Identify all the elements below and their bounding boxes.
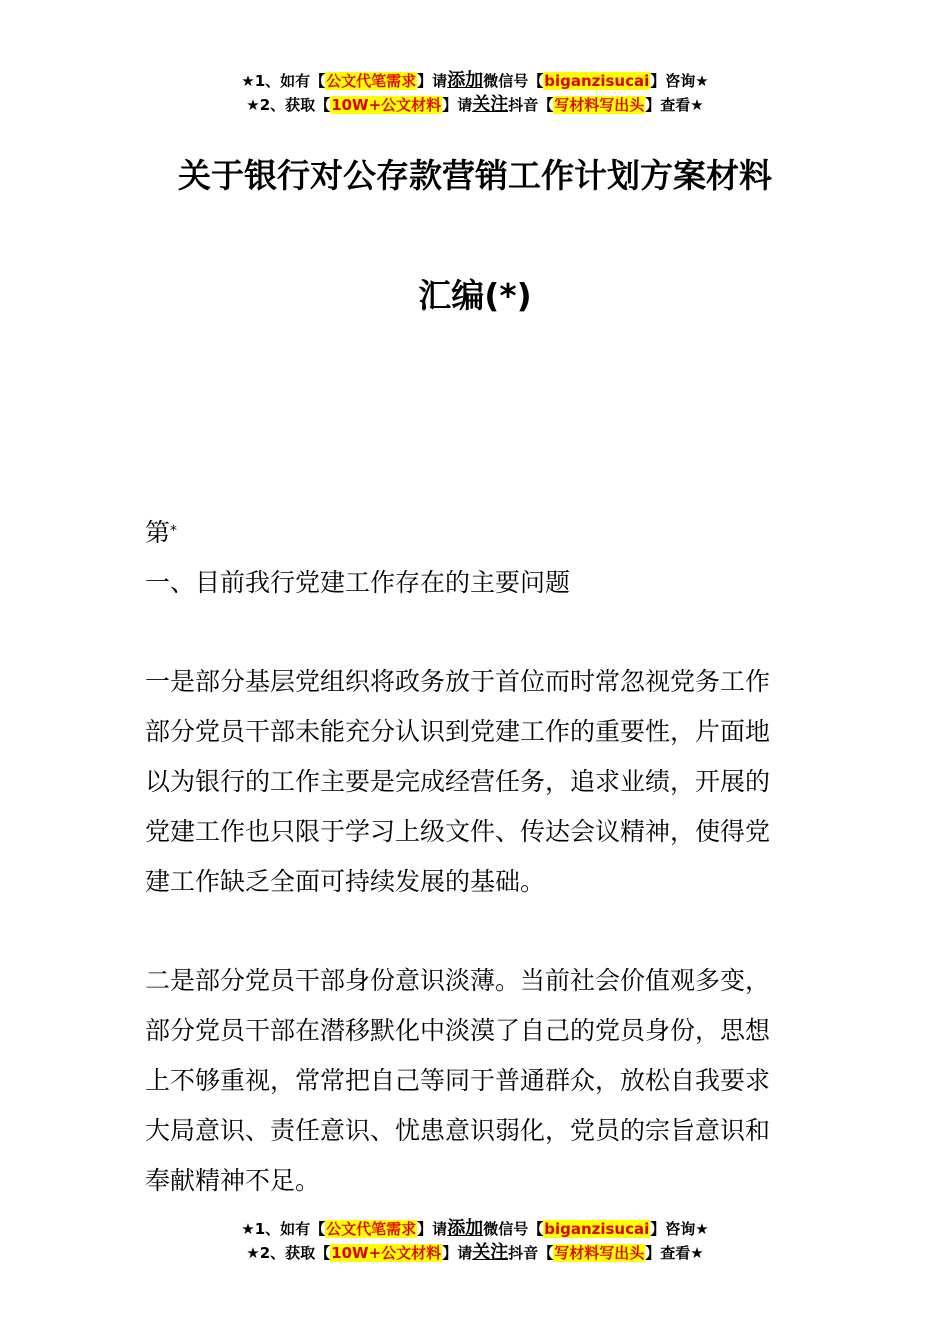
notice-text: 】请 <box>442 1244 473 1262</box>
section-heading: 一、目前我行党建工作存在的主要问题 <box>145 568 571 597</box>
follow-emphasis: 关注 <box>472 94 509 115</box>
douyin-account-highlight: 写材料写出头 <box>554 1244 645 1262</box>
notice-text: 】请 <box>417 72 448 90</box>
ghostwriting-highlight: 公文代笔需求 <box>326 1220 417 1238</box>
paragraph-line: 党建工作也只限于学习上级文件、传达会议精神，使得党 <box>145 817 771 846</box>
paragraph-line: 一是部分基层党组织将政务放于首位而时常忽视党务工作 <box>145 667 771 696</box>
notice-text: ★2、获取【 <box>246 96 331 114</box>
paragraph-gap <box>145 608 815 657</box>
notice-text: 抖音【 <box>508 1244 554 1262</box>
notice-text: ★1、如有【 <box>241 1220 326 1238</box>
follow-emphasis: 关注 <box>472 1242 509 1263</box>
section-marker-superscript: * <box>170 523 178 539</box>
paragraph-line: 部分党员干部未能充分认识到党建工作的重要性，片面地 <box>145 717 771 746</box>
materials-highlight: 10W+公文材料 <box>331 1244 442 1262</box>
paragraph-line: 大局意识、责任意识、忧患意识弱化，党员的宗旨意识和 <box>145 1116 771 1145</box>
paragraph-line: 建工作缺乏全面可持续发展的基础。 <box>145 867 546 896</box>
section-marker-text: 第 <box>145 518 171 547</box>
top-notice-banner <box>0 69 950 117</box>
paragraph-line: 二是部分党员干部身份意识淡薄。当前社会价值观多变， <box>145 966 771 995</box>
notice-text: 】咨询★ <box>650 72 709 90</box>
wechat-id-highlight: biganzisucai <box>544 72 650 90</box>
notice-text: 】咨询★ <box>650 1220 709 1238</box>
notice-line-1 <box>0 1217 950 1241</box>
notice-line-2 <box>0 1241 950 1265</box>
wechat-id-highlight: biganzisucai <box>544 1220 650 1238</box>
paragraph-line: 部分党员干部在潜移默化中淡漠了自己的党员身份，思想 <box>145 1016 771 1045</box>
notice-line-2 <box>0 93 950 117</box>
document-title-line-1: 关于银行对公存款营销工作计划方案材料 <box>178 156 772 195</box>
notice-text: 】查看★ <box>645 96 704 114</box>
notice-text: ★2、获取【 <box>246 1244 331 1262</box>
ghostwriting-highlight: 公文代笔需求 <box>326 72 417 90</box>
notice-text: 微信号【 <box>483 72 544 90</box>
section-marker <box>145 508 815 558</box>
notice-text: 】请 <box>417 1220 448 1238</box>
paragraph-line: 上不够重视，常常把自己等同于普通群众，放松自我要求 <box>145 1066 771 1095</box>
paragraph-line: 奉献精神不足。 <box>145 1166 321 1195</box>
notice-text: 】请 <box>442 96 473 114</box>
add-emphasis: 添加 <box>447 1218 484 1239</box>
notice-line-1 <box>0 69 950 93</box>
paragraph-gap <box>145 907 815 956</box>
douyin-account-highlight: 写材料写出头 <box>554 96 645 114</box>
paragraph-line: 以为银行的工作主要是完成经营任务，追求业绩，开展的 <box>145 767 771 796</box>
add-emphasis: 添加 <box>447 70 484 91</box>
notice-text: 】查看★ <box>645 1244 704 1262</box>
document-title-line-2: 汇编(*) <box>418 276 532 315</box>
notice-text: 抖音【 <box>508 96 554 114</box>
bottom-notice-banner <box>0 1217 950 1265</box>
document-body <box>145 508 815 1206</box>
materials-highlight: 10W+公文材料 <box>331 96 442 114</box>
notice-text: 微信号【 <box>483 1220 544 1238</box>
notice-text: ★1、如有【 <box>241 72 326 90</box>
